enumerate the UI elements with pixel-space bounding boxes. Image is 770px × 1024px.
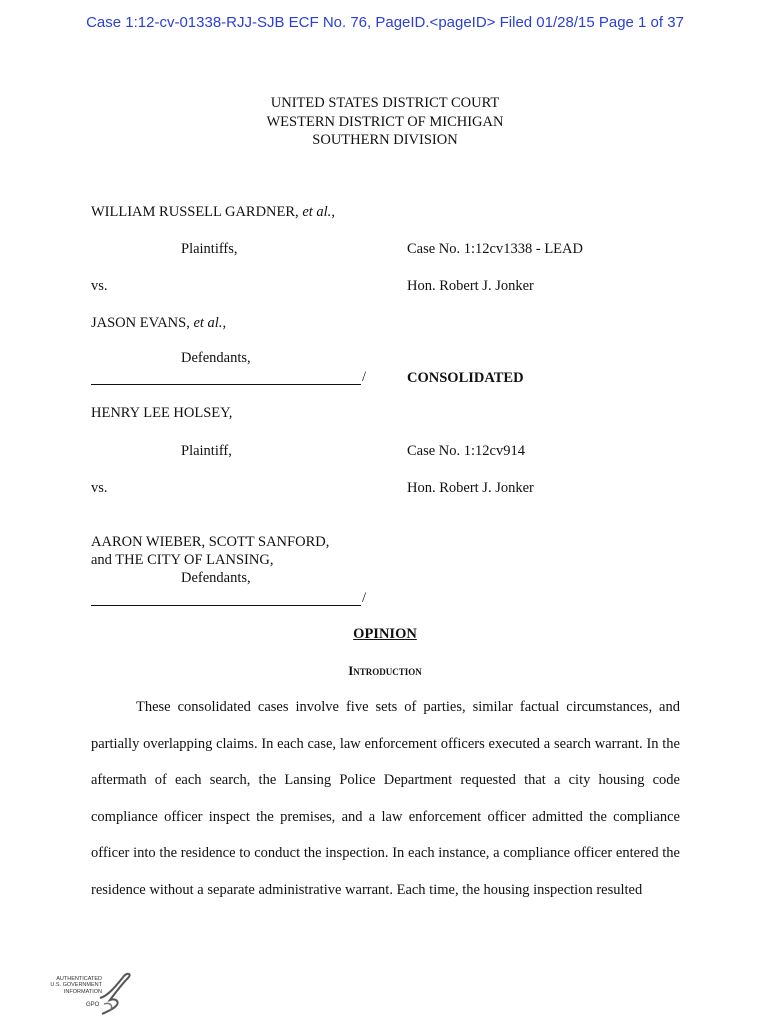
case1-slash: /	[362, 369, 367, 385]
case2-plaintiff-label: Plaintiff,	[181, 443, 232, 459]
case1-vs: vs.	[91, 278, 108, 294]
logo-text: AUTHENTICATED U.S. GOVERNMENT INFORMATION	[50, 976, 102, 995]
case1-plaintiffs-label: Plaintiffs,	[181, 241, 238, 257]
case2-defendants-line1: AARON WIEBER, SCOTT SANFORD,	[91, 534, 330, 550]
court-name: UNITED STATES DISTRICT COURT	[270, 95, 500, 111]
case2-case-number: Case No. 1:12cv914	[407, 443, 525, 459]
court-caption	[0, 94, 770, 150]
case1-signature-line	[91, 384, 361, 385]
case2-defendants-line2: and THE CITY OF LANSING,	[91, 552, 274, 568]
case1-defendant: JASON EVANS, et al.,	[91, 315, 227, 331]
case1-judge: Hon. Robert J. Jonker	[407, 278, 534, 294]
opinion-body-paragraph: These consolidated cases involve five sets of parties, similar factual circumstances, and partially overlapping claims. In each case, law enforcement officers executed a search warrant. In the aftermath of each search, the Lansing Police Department requested that a city housing code compliance officer inspect the premises, and a law enforcement officer admitted the compliance officer into the residence to conduct the inspection. In each instance, a compliance officer entered the residence without a separate administrative warrant. Each time, the housing inspection resulted	[91, 699, 680, 898]
case2-judge: Hon. Robert J. Jonker	[407, 480, 534, 496]
court-district: WESTERN DISTRICT OF MICHIGAN	[266, 113, 504, 130]
case2-signature-line	[91, 605, 361, 606]
case2-slash: /	[362, 590, 367, 606]
eagle-emblem-icon	[94, 968, 134, 1016]
consolidated-label: CONSOLIDATED	[407, 370, 524, 386]
case2-plaintiff: HENRY LEE HOLSEY,	[91, 405, 233, 421]
logo-gpo-text: GPO	[86, 1002, 100, 1008]
introduction-heading: Introduction	[348, 663, 422, 678]
court-division: SOUTHERN DIVISION	[312, 132, 458, 148]
case2-defendants-label: Defendants,	[181, 570, 251, 586]
case1-plaintiff: WILLIAM RUSSELL GARDNER, et al.,	[91, 204, 335, 220]
ecf-header-stamp: Case 1:12-cv-01338-RJJ-SJB ECF No. 76, PageID.<pageID> Filed 01/28/15 Page 1 of 37	[86, 14, 684, 31]
case2-vs: vs.	[91, 480, 108, 496]
case1-defendants-label: Defendants,	[181, 350, 251, 366]
gpo-authenticated-logo	[42, 968, 132, 1016]
opinion-heading: OPINION	[353, 626, 417, 642]
case1-case-number: Case No. 1:12cv1338 - LEAD	[407, 241, 583, 257]
